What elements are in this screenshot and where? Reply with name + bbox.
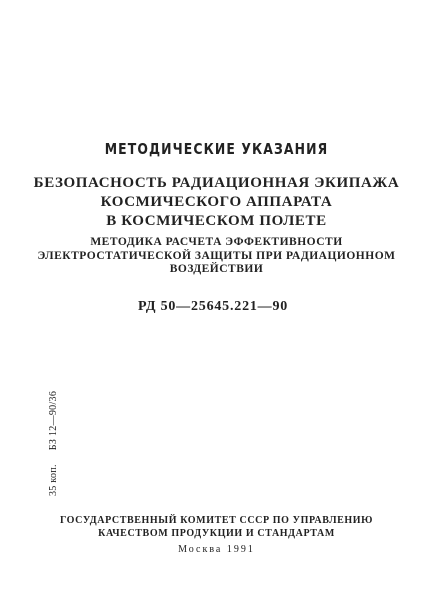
title-line: В КОСМИЧЕСКОМ ПОЛЕТЕ — [106, 213, 327, 229]
price-label: 35 коп. — [48, 464, 59, 496]
publisher-line: КАЧЕСТВОМ ПРОДУКЦИИ И СТАНДАРТАМ — [98, 528, 335, 539]
document-title — [0, 174, 433, 231]
document-number: РД 50—25645.221—90 — [138, 299, 289, 314]
catalog-code: БЗ 12—90/36 — [48, 390, 59, 451]
title-line: БЕЗОПАСНОСТЬ РАДИАЦИОННАЯ ЭКИПАЖА — [33, 175, 400, 191]
document-type-heading: МЕТОДИЧЕСКИЕ УКАЗАНИЯ — [104, 140, 329, 158]
side-price-note — [48, 391, 59, 496]
publisher-line: ГОСУДАРСТВЕННЫЙ КОМИТЕТ СССР ПО УПРАВЛЕНИЮ — [59, 515, 374, 526]
subtitle-line: ЭЛЕКТРОСТАТИЧЕСКОЙ ЗАЩИТЫ ПРИ РАДИАЦИОННОМ — [37, 249, 396, 262]
document-subtitle — [0, 236, 433, 277]
publisher-block — [0, 514, 433, 556]
city-year: Москва 1991 — [178, 544, 255, 555]
subtitle-line: ВОЗДЕЙСТВИИ — [169, 263, 264, 275]
subtitle-line: МЕТОДИКА РАСЧЕТА ЭФФЕКТИВНОСТИ — [90, 236, 343, 248]
title-line: КОСМИЧЕСКОГО АППАРАТА — [100, 194, 333, 210]
